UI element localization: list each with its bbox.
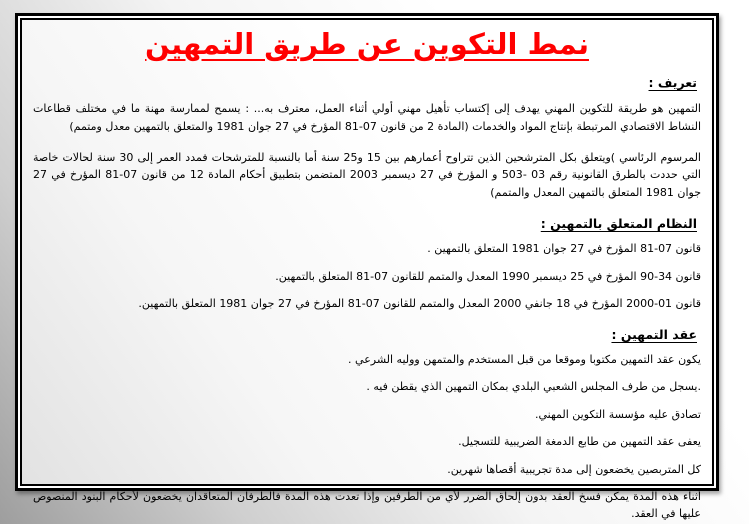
system-law-item-3: قانون 01-2000 المؤرخ في 18 جانفي 2000 المعدل والمتمم للقانون 07-81 المؤرخ في 27 جوان 1981 المتعلق بالتمهين.: [138, 297, 701, 311]
slide-frame: [15, 13, 719, 520]
system-law-item-1: قانون 07-81 المؤرخ في 27 جوان 1981 المتعلق بالتمهين .: [427, 242, 701, 256]
page-title: نمط التكوين عن طريق التمهين: [145, 27, 589, 61]
contract-item-6: أثناء هذه المدة يمكن فسخ العقد بدون إلحاق الضرر لأي من الطرفين وإذا تعدت هذه المدة فالطرفان المتعاقدان يخضعون لأحكام البنود المنصوص عليها في العقد.: [33, 490, 701, 520]
definition-paragraph-2: المرسوم الرئاسي )ويتعلق بكل المترشحين الذين تتراوح أعمارهم بين 15 و25 سنة أما بالنسبة للمترشحات فمدد العمر إلى 30 سنة لحالات خاصة التي حددت بالطرق القانونية رقم 03 -503 و المؤرخ في 27 ديسمبر 2003 المتضمن بتطبيق أحكام المادة 12 من قانون 07-81 المؤرخ في 27 جوان 1981 المتعلق بالتمهين المعدل والمتمم): [33, 150, 701, 200]
system-law-item-2: قانون 34-90 المؤرخ في 25 ديسمبر 1990 المعدل والمتمم للقانون 07-81 المتعلق بالتمهين.: [275, 269, 701, 283]
heading-definition: تعريف :: [648, 75, 697, 90]
contract-item-1: يكون عقد التمهين مكتوبا وموقعا من قبل المستخدم والمتمهن ووليه الشرعي .: [348, 352, 701, 366]
slide-inner-border: [20, 18, 714, 520]
contract-item-4: يعفى عقد التمهين من طابع الدمغة الضريبية للتسجيل.: [458, 435, 701, 449]
contract-item-5: كل المتربصين يخضعون إلى مدة تجريبية أقصاها شهرين.: [447, 462, 701, 476]
section-apprenticeship-contract: [33, 327, 701, 523]
definition-paragraph-1: التمهين هو طريقة للتكوين المهني يهدف إلى إكتساب تأهيل مهني أولي أثناء العمل، معترف به... : يسمح لممارسة مهنة ما في مختلف قطاعات النشاط الاقتصادي المرتبطة بإنتاج المواد والخدمات (المادة 2 من قانون 07-81 المؤرخ في 27 جوان 1981 والمتعلق بالتمهين معدل ومتمم): [33, 102, 701, 133]
contract-item-3: تصادق عليه مؤسسة التكوين المهني.: [534, 407, 701, 421]
heading-apprenticeship-contract: عقد التمهين :: [611, 326, 697, 342]
heading-apprenticeship-system: النظام المتعلق بالتمهين :: [540, 216, 697, 232]
section-apprenticeship-system: [33, 216, 701, 313]
contract-item-2: .يسجل من طرف المجلس الشعبي البلدي بمكان التمهين الذي يقطن فيه .: [366, 380, 701, 394]
section-definition: [33, 75, 701, 202]
